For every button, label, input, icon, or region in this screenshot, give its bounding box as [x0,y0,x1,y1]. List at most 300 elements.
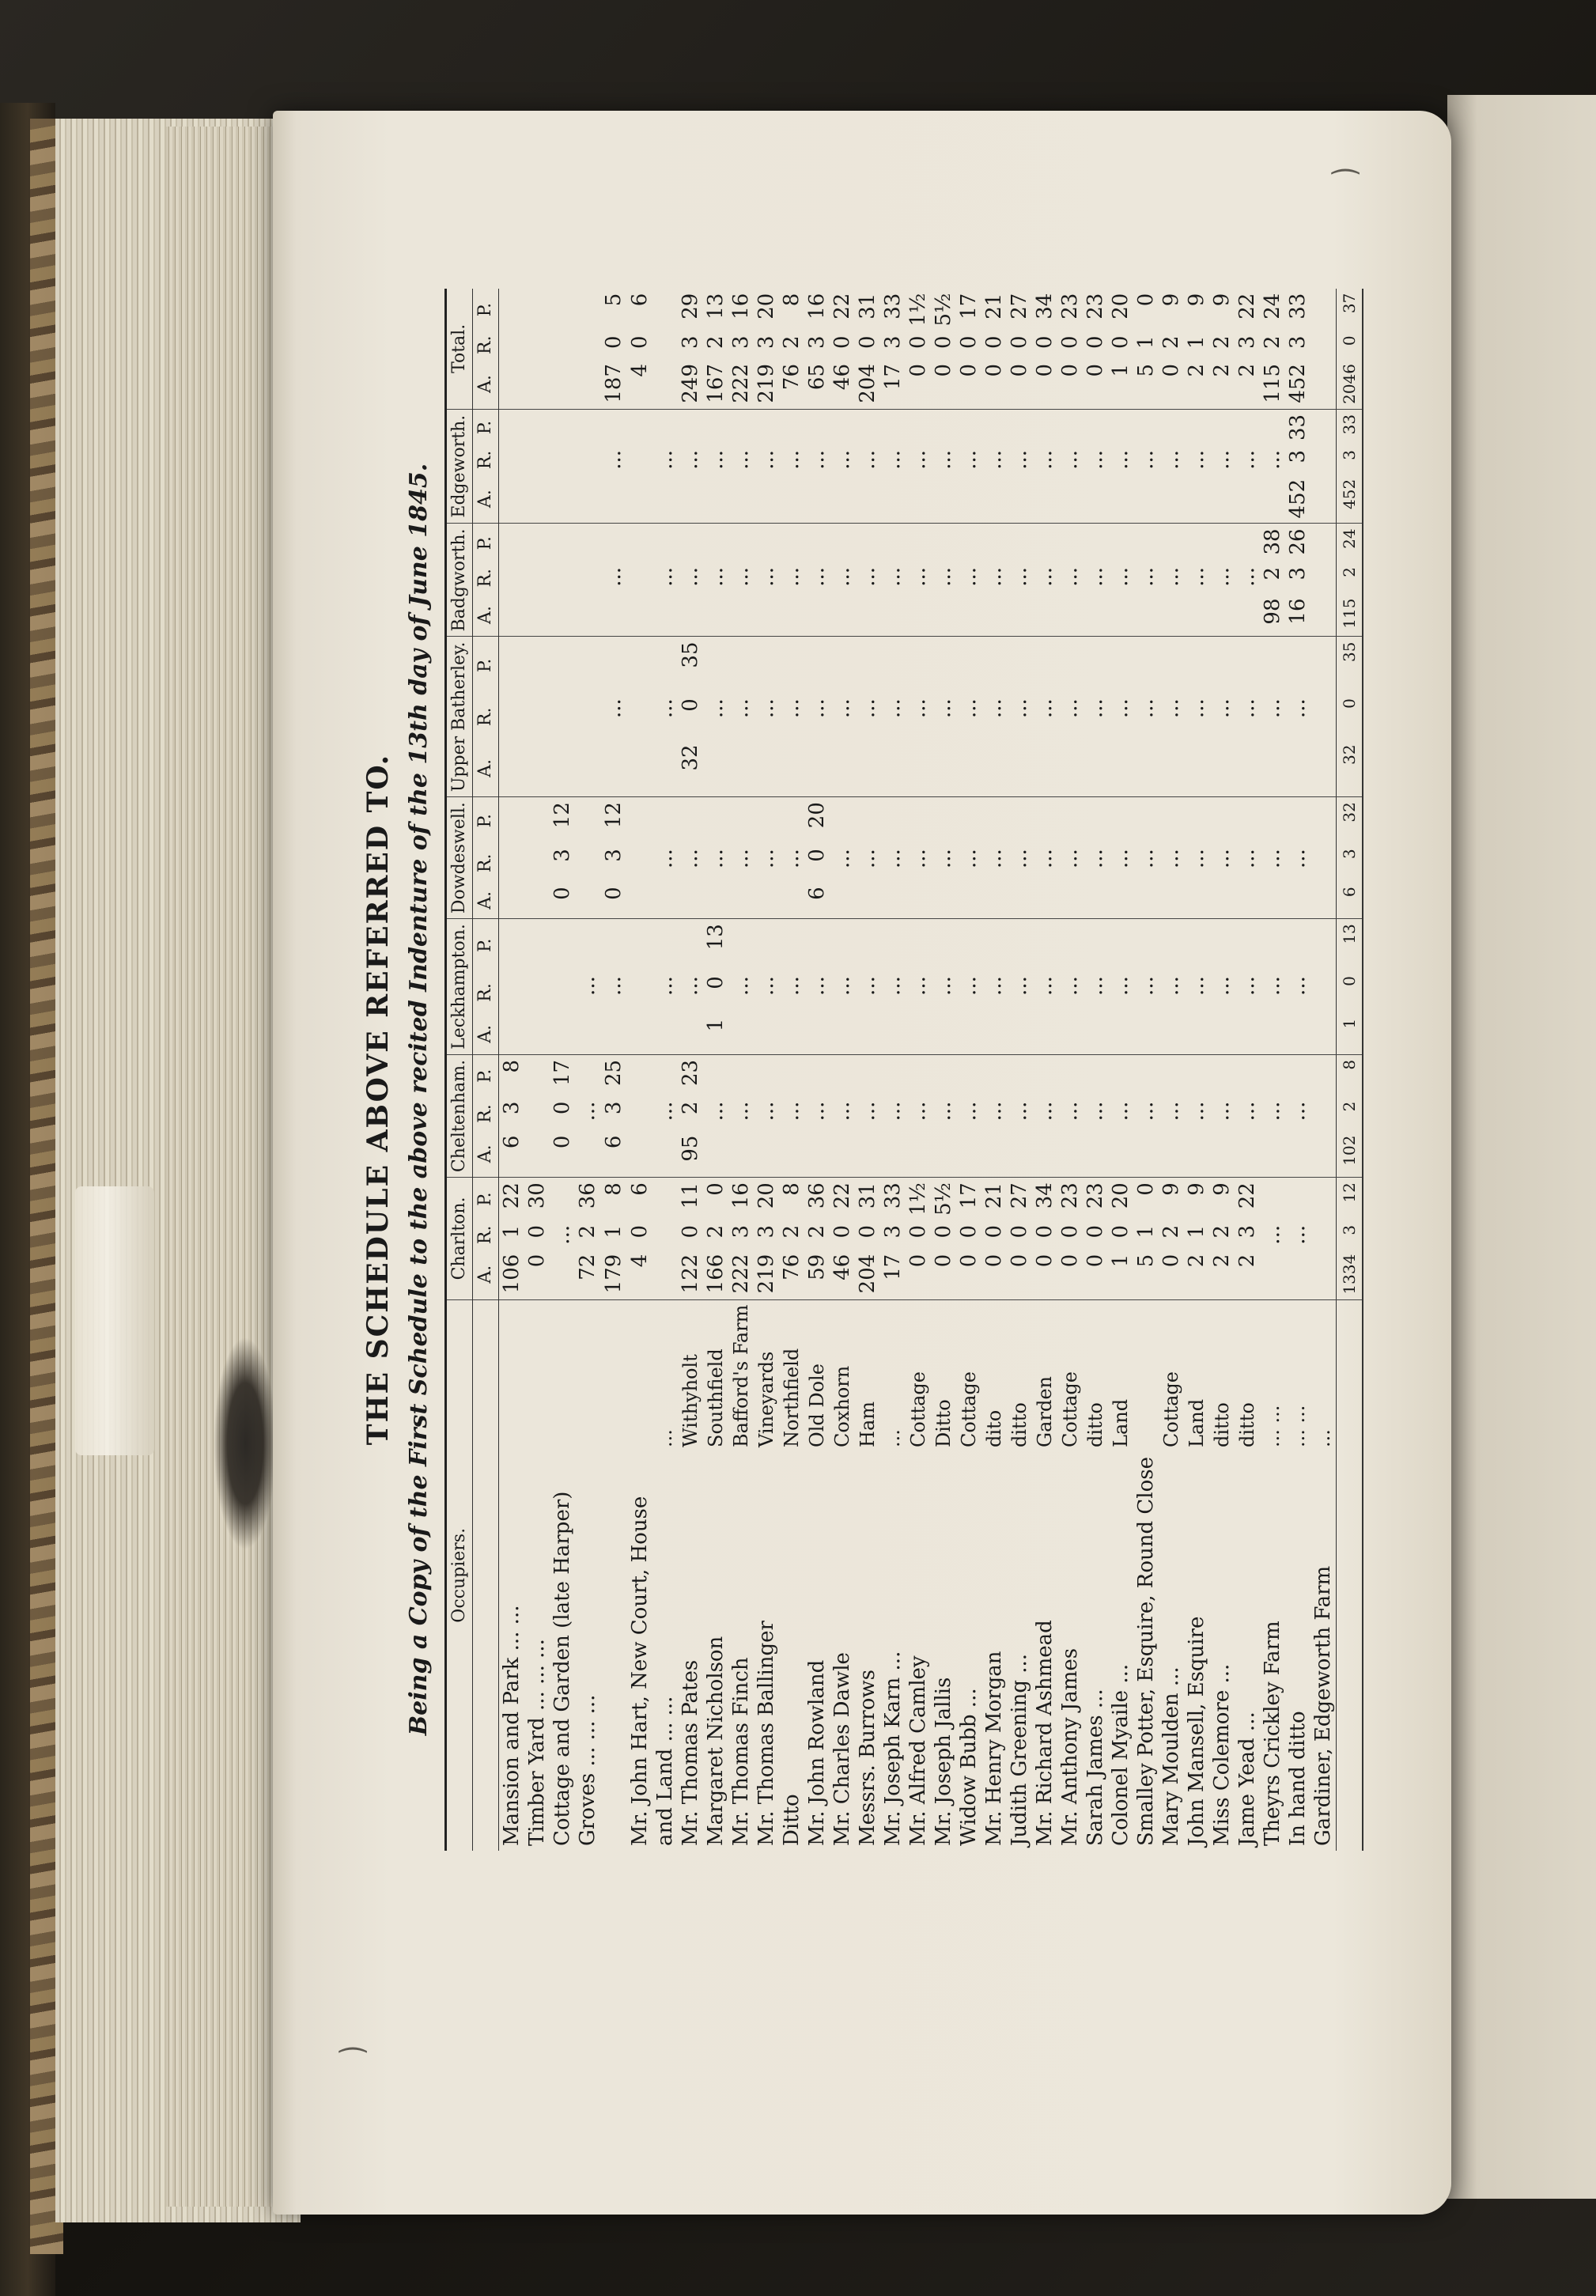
acreage-cell [1310,409,1337,445]
acreage-cell [804,475,830,524]
acreage-cell [1057,637,1083,694]
acreage-cell [550,331,575,359]
acreage-cell [880,919,906,972]
acreage-cell [981,739,1007,796]
table-row [1032,289,1057,1851]
acreage-cell [1184,475,1209,524]
acreage-cell [652,524,678,562]
acreage-cell: 0 [906,335,930,349]
acreage-cell [956,739,981,796]
acreage-cell: ... [679,976,702,996]
acreage-cell [1310,882,1337,918]
acreage-cell: 3 [755,1224,778,1239]
acreage-cell [652,1178,678,1220]
holding-name: Coxhorn [831,1365,853,1447]
acreage-cell: ... [1159,976,1183,996]
acreage-cell: 16 [1285,594,1310,637]
acreage-cell [981,1054,1007,1096]
acreage-cell [1209,797,1235,845]
acreage-cell [550,739,575,796]
column-header-edgeworth: Edgeworth. [446,409,473,524]
acreage-cell: 12 [1337,1178,1363,1220]
acreage-cell [728,919,754,972]
acreage-cell: 0 [679,1224,702,1239]
acreage-cell: 22 [830,293,854,320]
acreage-cell [956,1054,981,1096]
unit-header: P. [473,524,499,562]
acreage-cell: 204 [855,1250,880,1299]
acreage-cell [499,289,525,331]
acreage-cell [754,739,779,796]
acreage-cell [981,919,1007,972]
table-row [830,289,855,1851]
acreage-cell: ... [1109,1101,1133,1122]
acreage-cell: ... [1109,698,1133,718]
acreage-cell: 3 [500,1101,524,1115]
acreage-cell [678,594,703,637]
acreage-cell: 36 [805,1182,829,1209]
holding-name: Cottage [1160,1371,1182,1447]
acreage-cell: 6 [804,882,830,918]
acreage-cell [728,594,754,637]
acreage-cell [1209,1054,1235,1096]
acreage-cell [1133,637,1159,694]
acreage-cell: 76 [779,1250,804,1299]
acreage-cell [1032,739,1057,796]
acreage-cell [499,882,525,918]
column-header-leckhampton: Leckhampton. [446,919,473,1055]
acreage-cell [981,475,1007,524]
acreage-cell [524,694,550,739]
acreage-cell [550,562,575,594]
holding-name [1337,1299,1363,1452]
acreage-cell [627,919,652,972]
occupier-name [1337,1452,1363,1851]
acreage-cell: 5 [1133,1250,1159,1299]
acreage-cell [830,919,855,972]
acreage-cell: 6 [499,1131,525,1178]
acreage-cell: 0 [1159,359,1184,409]
acreage-cell [499,359,525,409]
acreage-cell [956,637,981,694]
acreage-cell [906,882,931,918]
acreage-cell: 0 [1109,335,1133,349]
acreage-cell [1083,1054,1108,1096]
pencil-mark-bottom: ⁀ [340,2048,366,2085]
acreage-cell [1133,739,1159,796]
acreage-cell [1083,409,1108,445]
acreage-cell [575,289,600,331]
holding-name: ... ... [1287,1405,1309,1447]
header-row [446,289,473,1851]
holding-name: Cottage [958,1371,980,1447]
acreage-cell: 0 [830,335,854,349]
acreage-cell: ... [1159,450,1183,470]
acreage-cell: ... [1261,1101,1284,1122]
acreage-cell [1007,1131,1032,1178]
acreage-cell: 0 [550,882,575,918]
acreage-cell: 2 [704,335,728,349]
acreage-cell: 8 [780,293,804,307]
acreage-cell [1159,1014,1184,1055]
acreage-cell [703,524,728,562]
acreage-cell [524,562,550,594]
acreage-cell: 32 [1337,797,1363,845]
acreage-cell [575,1131,600,1178]
acreage-cell [779,1014,804,1055]
acreage-cell: 0 [628,1224,652,1239]
acreage-cell: 22 [1235,1182,1259,1209]
acreage-cell: 24 [1337,524,1363,562]
acreage-cell: 13 [704,924,728,951]
table-row [1083,289,1108,1851]
acreage-cell: ... [805,450,829,470]
holding-name: Garden [1034,1376,1056,1447]
holding-name: dito [983,1409,1005,1447]
acreage-cell [931,524,956,562]
acreage-cell [1285,637,1310,694]
acreage-cell [1260,409,1285,445]
acreage-cell [1083,882,1108,918]
acreage-cell: 9 [1185,293,1208,307]
acreage-cell [880,637,906,694]
acreage-cell: 1 [1337,1014,1363,1055]
acreage-cell: 0 [1058,335,1082,349]
acreage-cell [1007,1014,1032,1055]
acreage-cell [1184,882,1209,918]
acreage-cell: 1 [602,1224,626,1239]
acreage-cell: 29 [679,293,702,320]
occupier-name: Messrs. Burrows [856,1670,879,1846]
acreage-cell [678,409,703,445]
acreage-cell [1133,797,1159,845]
acreage-cell [550,409,575,445]
acreage-cell [678,524,703,562]
ink-stain [214,1337,277,1550]
acreage-cell: 12 [550,802,574,829]
table-row [1310,289,1337,1851]
acreage-cell: 0 [1007,359,1032,409]
acreage-cell: 38 [1261,528,1284,555]
acreage-cell [931,637,956,694]
acreage-cell [931,797,956,845]
acreage-cell [728,1131,754,1178]
acreage-cell: 0 [679,698,702,712]
acreage-cell: 36 [576,1182,599,1209]
occupier-name: Miss Colemore ... [1210,1663,1234,1846]
acreage-cell: ... [1008,698,1031,718]
acreage-cell: ... [881,1101,905,1122]
acreage-cell: ... [1235,849,1259,869]
acreage-cell: ... [755,698,778,718]
acreage-cell [1108,1131,1133,1178]
occupier-name: Mr. Joseph Karn ... [881,1651,905,1846]
acreage-cell: ... [1235,1101,1259,1122]
acreage-cell: ... [1084,566,1107,587]
acreage-cell [1235,1131,1260,1178]
acreage-cell: ... [856,849,879,869]
acreage-cell: 21 [982,1182,1006,1209]
acreage-cell: 24 [1261,293,1284,320]
acreage-cell [499,637,525,694]
acreage-cell [1235,739,1260,796]
acreage-cell: ... [1033,976,1057,996]
acreage-cell: 2 [780,335,804,349]
acreage-cell [600,524,627,562]
table-row [550,289,575,1851]
acreage-cell: 0 [704,1182,728,1196]
acreage-cell: ... [932,450,955,470]
acreage-cell: ... [729,976,753,996]
acreage-cell: ... [576,1101,599,1122]
acreage-cell [906,1014,931,1055]
unit-header: P. [473,409,499,445]
acreage-cell: ... [932,698,955,718]
acreage-cell [600,409,627,445]
occupier-name: Mr. John Rowland [805,1659,829,1846]
acreage-cell: ... [982,450,1006,470]
acreage-cell: ... [704,849,728,869]
acreage-cell: 65 [804,359,830,409]
acreage-cell: 1 [1185,335,1208,349]
acreage-cell [855,882,880,918]
acreage-cell: ... [602,698,626,718]
unit-header: R. [473,1097,499,1131]
acreage-cell [499,739,525,796]
acreage-cell: 115 [1337,594,1363,637]
acreage-cell [1235,594,1260,637]
acreage-cell: 0 [1007,1250,1032,1299]
acreage-cell [499,445,525,475]
acreage-cell [754,919,779,972]
acreage-cell [652,331,678,359]
acreage-cell: ... [1058,698,1082,718]
acreage-cell: 2 [1159,1224,1183,1239]
acreage-cell: ... [881,698,905,718]
acreage-cell [1108,475,1133,524]
acreage-cell: 2 [1235,359,1260,409]
acreage-cell [1032,637,1057,694]
acreage-cell: 452 [1285,475,1310,524]
occupier-name: Ditto [780,1794,804,1846]
acreage-cell [1032,1131,1057,1178]
acreage-cell: ... [881,976,905,996]
acreage-cell [830,882,855,918]
acreage-cell: 0 [1008,335,1031,349]
acreage-cell [804,739,830,796]
acreage-cell [575,637,600,694]
acreage-cell [1057,919,1083,972]
acreage-cell: 1 [1134,335,1158,349]
acreage-cell: 27 [1008,1182,1031,1209]
acreage-cell: ... [856,698,879,718]
acreage-cell: 0 [830,1224,854,1239]
holding-name: Old Dole [806,1364,828,1447]
holding-name: Bafford's Farm [730,1304,752,1447]
acreage-cell [1108,882,1133,918]
acreage-cell [703,882,728,918]
acreage-cell [524,1131,550,1178]
acreage-cell [1007,919,1032,972]
acreage-cell [804,409,830,445]
holding-name [550,1299,575,1452]
acreage-cell [524,637,550,694]
acreage-cell: 3 [602,1101,626,1115]
holding-name [575,1299,600,1452]
acreage-cell: 0 [1033,335,1057,349]
holding-name: ditto [1211,1402,1233,1447]
acreage-cell [1184,797,1209,845]
acreage-cell [1235,1014,1260,1055]
acreage-cell [1007,1054,1032,1096]
table-row [575,289,600,1851]
acreage-cell: ... [1210,849,1234,869]
acreage-cell: ... [729,698,753,718]
acreage-cell [652,637,678,694]
acreage-cell [678,919,703,972]
holding-name [627,1299,652,1452]
acreage-cell [1007,882,1032,918]
unit-header: A. [473,359,499,409]
acreage-cell [830,1131,855,1178]
acreage-cell [1310,445,1337,475]
acreage-cell: 0 [981,1250,1007,1299]
acreage-cell: ... [1261,849,1284,869]
unit-header: A. [473,594,499,637]
occupiers-header: Occupiers. [446,1299,473,1851]
acreage-cell: 31 [856,293,879,320]
table-row [1057,289,1083,1851]
acreage-cell: ... [982,1101,1006,1122]
acreage-cell [1032,409,1057,445]
acreage-cell [728,739,754,796]
acreage-cell [981,409,1007,445]
acreage-cell: 9 [1210,293,1234,307]
acreage-cell [575,882,600,918]
acreage-cell: 16 [729,1182,753,1209]
acreage-cell: 187 [600,359,627,409]
acreage-cell: 2 [1337,1097,1363,1131]
acreage-cell [1159,409,1184,445]
acreage-cell: ... [881,566,905,587]
acreage-cell: ... [1033,698,1057,718]
acreage-cell: 34 [1033,1182,1057,1209]
acreage-cell: 46 [830,359,855,409]
acreage-cell: 2 [576,1224,599,1239]
acreage-cell: 3 [679,335,702,349]
acreage-cell: ... [1210,450,1234,470]
acreage-cell: ... [679,450,702,470]
acreage-cell: ... [856,1101,879,1122]
acreage-cell: ... [780,566,804,587]
acreage-cell [754,797,779,845]
acreage-cell [550,524,575,562]
acreage-cell: ... [881,849,905,869]
acreage-cell: 452 [1285,359,1310,409]
acreage-cell [652,594,678,637]
acreage-cell [956,475,981,524]
acreage-cell [779,524,804,562]
table-row [728,289,754,1851]
acreage-cell: 3 [1235,335,1259,349]
occupier-name: Mr. Henry Morgan [982,1651,1006,1846]
acreage-cell [880,1054,906,1096]
acreage-cell: 0 [704,976,728,989]
acreage-cell [1285,797,1310,845]
acreage-cell [652,409,678,445]
acreage-cell [880,739,906,796]
acreage-cell [499,331,525,359]
acreage-cell: ... [1261,698,1284,718]
occupier-name: Cottage and Garden (late Harper) [550,1491,574,1846]
table-row [1209,289,1235,1851]
acreage-cell: 115 [1260,359,1285,409]
acreage-cell: 3 [1286,566,1310,581]
acreage-cell [931,882,956,918]
table-row [779,289,804,1851]
acreage-cell [956,409,981,445]
acreage-cell [627,562,652,594]
acreage-cell [1184,1131,1209,1178]
occupier-name: Theyrs Crickley Farm [1261,1621,1284,1846]
acreage-cell [499,409,525,445]
acreage-cell [1285,919,1310,972]
acreage-cell: 33 [881,293,905,320]
acreage-cell: 0 [1083,1250,1108,1299]
acreage-cell [499,694,525,739]
acreage-cell: 0 [628,335,652,349]
acreage-cell [627,1054,652,1096]
acreage-cell: 8 [602,1182,626,1196]
table-row [981,289,1007,1851]
holding-name [524,1299,550,1452]
acreage-cell [703,1054,728,1096]
acreage-cell [754,1131,779,1178]
acreage-cell: 1½ [906,1182,930,1216]
acreage-cell [1184,637,1209,694]
occupier-name: and Land ... ... [653,1696,677,1846]
acreage-cell: 2 [1184,359,1209,409]
acreage-cell: ... [881,450,905,470]
holding-name [499,1299,525,1452]
unit-header: R. [473,562,499,594]
acreage-cell: ... [1210,566,1234,587]
acreage-cell: 32 [1337,739,1363,796]
acreage-cell [779,797,804,845]
acreage-cell [1108,739,1133,796]
acreage-cell: 0 [602,335,626,349]
acreage-cell: 17 [550,1059,574,1086]
occupier-name: Mr. John Hart, New Court, House [628,1496,652,1846]
acreage-cell [575,1014,600,1055]
acreage-cell: ... [1286,849,1310,869]
acreage-cell: 0 [1083,359,1108,409]
acreage-cell [1285,1054,1310,1096]
acreage-cell: ... [982,698,1006,718]
acreage-cell: ... [982,566,1006,587]
acreage-cell [627,445,652,475]
table-row [1108,289,1133,1851]
acreage-cell: ... [729,566,753,587]
acreage-cell [499,562,525,594]
acreage-cell: 0 [1337,971,1363,1014]
table-row [754,289,779,1851]
acreage-cell: ... [729,849,753,869]
acreage-cell [1032,797,1057,845]
acreage-cell [754,637,779,694]
acreage-cell: ... [602,976,626,996]
acreage-cell [906,594,931,637]
